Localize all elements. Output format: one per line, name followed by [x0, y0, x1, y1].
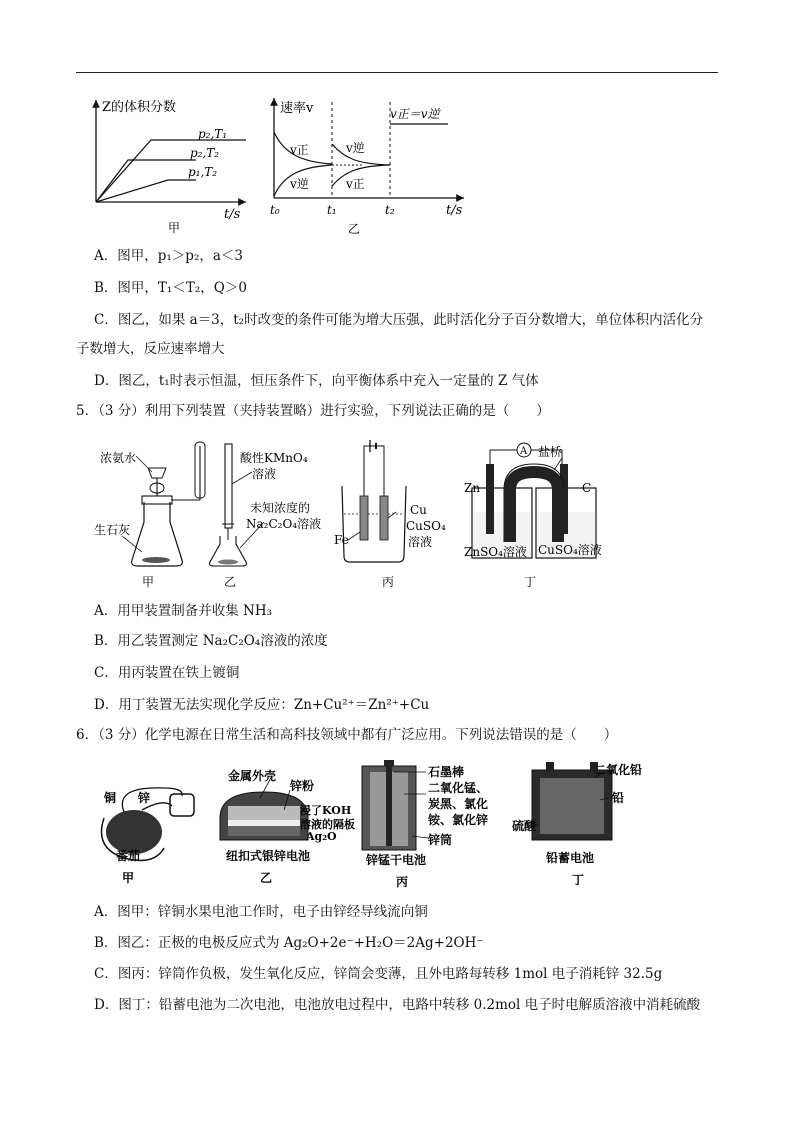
- label-zn-electrode: Zn: [464, 481, 481, 495]
- label-koh-separator: 浸了KOH: [300, 804, 352, 817]
- caption-yi: 乙: [260, 871, 273, 885]
- q6-option-a: A．图甲：锌铜水果电池工作时，电子由锌经导线流向铜: [94, 904, 428, 920]
- label-button-cell: 纽扣式银锌电池: [226, 849, 311, 863]
- label-v-forward-1: v正: [290, 143, 309, 157]
- label-metal-shell: 金属外壳: [228, 769, 277, 783]
- label-zinc-powder: 锌粉: [290, 779, 315, 793]
- y-axis-label: Z的体积分数: [102, 100, 177, 115]
- x-axis-label: t/s: [446, 203, 463, 218]
- q5-option-a: A．用甲装置制备并收集 NH₃: [94, 603, 273, 619]
- q5-option-b: B．用乙装置测定 Na₂C₂O₄溶液的浓度: [94, 633, 328, 649]
- q6-option-b: B．图乙：正极的电极反应式为 Ag₂O+2e⁻+H₂O＝2Ag+2OH⁻: [94, 935, 484, 951]
- label-zinc-can: 锌筒: [428, 833, 453, 847]
- label-quicklime: 生石灰: [94, 523, 131, 537]
- label-copper: 铜: [104, 791, 117, 805]
- label-equal-rate: v正＝v逆: [390, 107, 440, 121]
- label-ag2o: Ag₂O: [306, 830, 337, 843]
- label-acidic-kmno4-solution: 溶液: [252, 467, 277, 481]
- q4-option-d: D．图乙，t₁时表示恒温，恒压条件下，向平衡体系中充入一定量的 Z 气体: [94, 373, 539, 389]
- label-salt-bridge: 盐桥: [538, 445, 563, 459]
- q6-option-d: D．图丁：铅蓄电池为二次电池，电池放电过程中，电路中转移 0.2mol 电子时电解质溶液中消耗硫酸: [94, 997, 701, 1013]
- label-znso4-solution: ZnSO₄溶液: [464, 545, 527, 559]
- caption-yi: 乙: [224, 575, 237, 589]
- label-p1-t2: p₁,T₂: [188, 165, 218, 179]
- figure-jia-volume-fraction: [86, 94, 256, 234]
- label-tomato: 番茄: [116, 849, 141, 863]
- label-na2c2o4: Na₂C₂O₄溶液: [246, 517, 322, 531]
- apparatus-bing: [342, 440, 406, 562]
- label-paste-1: 二氧化锰、: [428, 781, 489, 795]
- q4-option-c-line1: C．图乙，如果 a＝3，t₂时改变的条件可能为增大压强，此时活化分子百分数增大，单位体积内活化分: [94, 312, 704, 328]
- label-cu-electrode: Cu: [410, 503, 427, 517]
- tick-t0: t₀: [270, 203, 280, 217]
- q4-option-c-line2: 子数增大，反应速率增大: [76, 341, 225, 357]
- label-p2-t1: p₂,T₁: [198, 127, 228, 141]
- figure-caption: 乙: [348, 222, 361, 236]
- x-axis-label: t/s: [224, 207, 241, 222]
- label-concentrated-ammonia: 浓氨水: [100, 451, 137, 465]
- q6-option-c: C．图丙：锌筒作负极，发生氧化反应，锌筒会变薄，且外电路每转移 1mol 电子消耗锌 32.5g: [94, 966, 663, 982]
- caption-bing: 丙: [396, 875, 409, 889]
- label-lead-acid: 铅蓄电池: [546, 851, 595, 865]
- caption-bing: 丙: [382, 575, 395, 589]
- label-cuso4-solution-ding: CuSO₄溶液: [538, 543, 602, 557]
- label-sulfuric-acid: 硫酸: [512, 819, 537, 833]
- curve-p2-t2: [96, 160, 196, 202]
- caption-ding: 丁: [524, 575, 537, 589]
- figure-yi-rate: [262, 94, 472, 236]
- label-paste-2: 炭黑、氯化: [428, 797, 489, 811]
- q6-stem: 6．（3 分）化学电源在日常生活和高科技领域中都有广泛应用。下列说法错误的是（ ）: [76, 727, 618, 743]
- label-paste-3: 铵、氯化锌: [428, 813, 489, 827]
- q4-option-a: A．图甲，p₁＞p₂，a＜3: [94, 248, 243, 264]
- label-fe-electrode: Fe: [334, 533, 349, 547]
- label-lead-dioxide: 二氧化铅: [594, 763, 643, 777]
- battery-bing: [362, 760, 428, 850]
- label-dry-cell: 锌锰干电池: [366, 853, 427, 867]
- label-acidic-kmno4: 酸性KMnO₄: [240, 451, 308, 465]
- q6-batteries-figure: [94, 758, 654, 890]
- q5-apparatus-figure: [92, 432, 622, 592]
- caption-jia: 甲: [122, 871, 135, 885]
- figure-caption: 甲: [168, 221, 181, 234]
- ammeter-symbol: A: [520, 446, 528, 457]
- q5-option-d: D．用丁装置无法实现化学反应：Zn+Cu²⁺＝Zn²⁺+Cu: [94, 697, 430, 713]
- label-zinc: 锌: [138, 791, 151, 805]
- caption-jia: 甲: [142, 575, 155, 589]
- label-koh-separator-2: 溶液的隔板: [300, 818, 355, 831]
- curve-p2-t1: [96, 140, 246, 202]
- label-v-reverse-1: v逆: [290, 177, 309, 191]
- label-lead: 铅: [612, 791, 625, 805]
- q4-option-b: B．图甲，T₁＜T₂，Q＞0: [94, 280, 247, 296]
- label-unknown-conc: 未知浓度的: [250, 501, 311, 515]
- tick-t1: t₁: [327, 203, 337, 217]
- label-c-electrode: C: [582, 481, 592, 495]
- tick-t2: t₂: [385, 203, 395, 217]
- label-v-forward-2: v正: [346, 177, 365, 191]
- header-rule: [76, 72, 718, 73]
- label-cuso4-solution: 溶液: [408, 535, 433, 549]
- y-axis-label: 速率v: [280, 101, 314, 116]
- label-graphite-rod: 石墨棒: [428, 765, 465, 779]
- label-v-reverse-2: v逆: [346, 141, 365, 155]
- q5-stem: 5．（3 分）利用下列装置（夹持装置略）进行实验，下列说法正确的是（ ）: [76, 403, 550, 419]
- q5-option-c: C．用丙装置在铁上镀铜: [94, 665, 240, 681]
- apparatus-ding: [472, 443, 596, 558]
- caption-ding: 丁: [572, 873, 585, 887]
- label-p2-t2: p₂,T₂: [190, 146, 220, 160]
- label-cuso4: CuSO₄: [406, 519, 446, 533]
